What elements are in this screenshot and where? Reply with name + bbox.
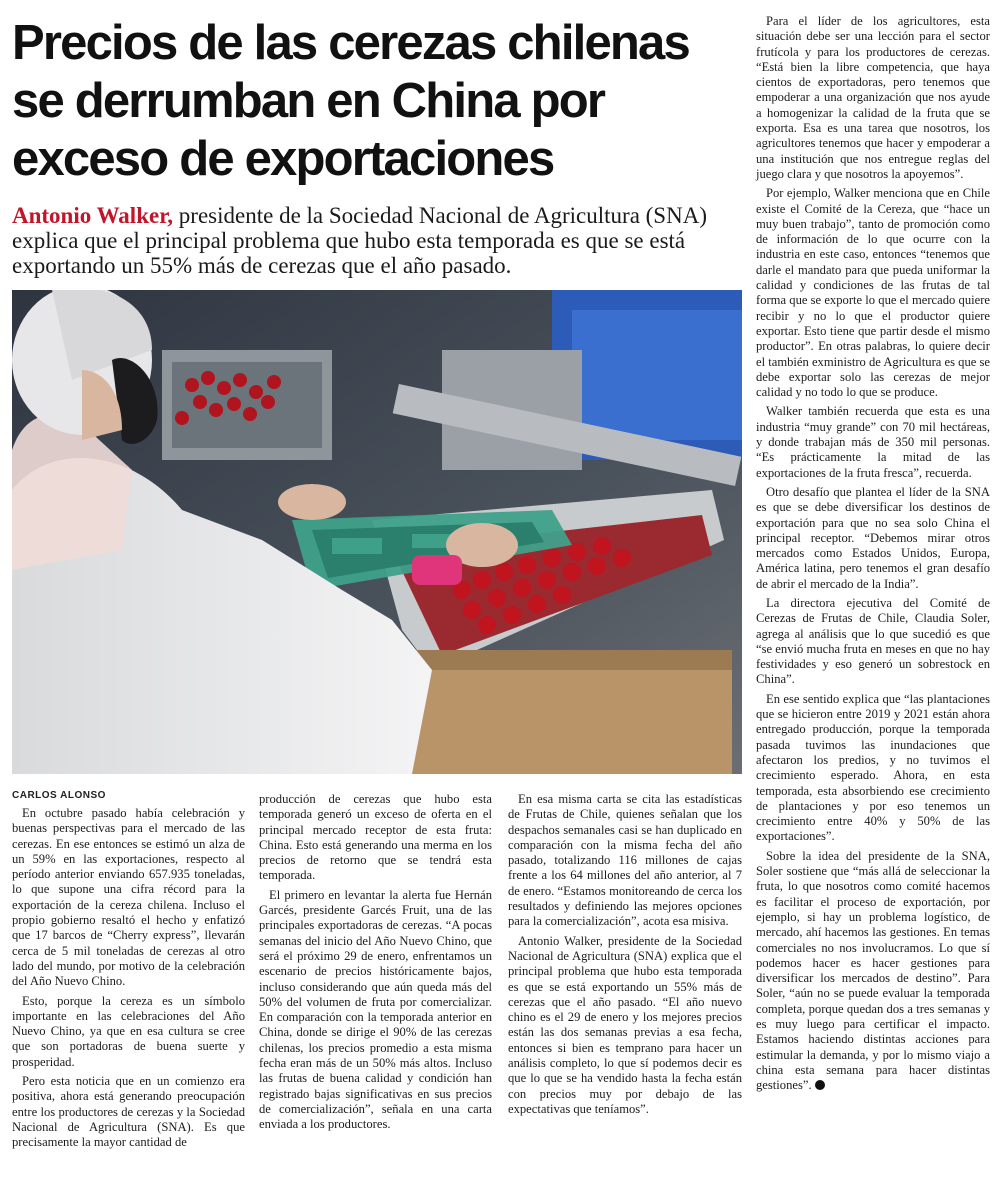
paragraph: Por ejemplo, Walker menciona que en Chile existe el Comité de la Cereza, que “hace un muy buen trabajo”, tanto de promoción como de información de lo que ocurre con la industria en este caso, entonces “tenemos que darle el mandato para que pueda uniformar la calidad y condiciones de las frutas de tal forma que se exporte lo que el mercado quiere recibir y no lo que el productor quiere exportar. Esto tiene que partir desde el mismo productor”. En otras palabras, lo quiere decir el también exministro de Agricultura es que se debe exportar solo las cerezas de mejor calidad y no todo lo que se produce.	[756, 186, 990, 400]
paragraph: Pero esta noticia que en un comienzo era positiva, ahora está generando preocupación entre los productores de cerezas y la Sociedad Nacional de Agricultura (SNA). Es que precisamente la mayor cantidad de	[12, 1074, 245, 1150]
headline-line-3: exceso de exportaciones	[12, 132, 554, 186]
paragraph: La directora ejecutiva del Comité de Cerezas de Frutas de Chile, Claudia Soler, agrega al análisis que lo que sucedió es que “se envió mucha fruta en meses en que no hay festividades y eso generó un sobrestock en China”.	[756, 595, 990, 687]
headline-line-2: se derrumban en China por	[12, 74, 605, 128]
paragraph-last	[756, 849, 990, 1094]
headline	[12, 14, 742, 188]
paragraph: Esto, porque la cereza es un símbolo importante en las celebraciones del Año Nuevo Chino, ya que en esa cultura se cree que son portadoras de buena suerte y prosperidad.	[12, 993, 245, 1069]
end-mark-icon	[815, 1080, 825, 1090]
paragraph: Otro desafío que plantea el líder de la SNA es que se debe diversificar los destinos de exportación para que no sea solo China el principal receptor. “Debemos mirar otros mercados como Estados Unidos, Europa, América latina, pero tenemos el gran desafío de abrir el mercado de la India”.	[756, 484, 990, 591]
article-column-4	[756, 14, 990, 1097]
paragraph: En esa misma carta se cita las estadísticas de Frutas de Chile, quienes señalan que los despachos semanales casi se han duplicado en comparación con la misma fecha del año pasado, totalizando 116 millones de cajas frente a los 64 millones del año anterior, al 7 de enero. “Estamos monitoreando de cerca los resultados y definiendo las mejores opciones para la comercialización”, acota esa misiva.	[508, 792, 742, 929]
article-photo	[12, 290, 742, 774]
lead-text: presidente de la Sociedad Nacional de Agricultura (SNA) explica que el principal problema que hubo esta temporada es que se está exportando un 55% más de cerezas que el año pasado.	[12, 203, 707, 278]
lead-name: Antonio Walker,	[12, 203, 174, 228]
paragraph: El primero en levantar la alerta fue Hernán Garcés, presidente Garcés Fruit, una de las principales exportadoras de cerezas. “A pocas semanas del inicio del Año Nuevo Chino, que será el próximo 29 de enero, enfrentamos un escenario de precios históricamente bajos, incluso considerando que aún queda más del 50% del volumen de fruta por comercializar. En comparación con la temporada anterior en China, donde se dirige el 90% de las cerezas chilenas, los precios promedio a esta misma fecha eran más de un 50% más altos. Incluso las frutas de buena calidad y condición han registrado bajas significativas en sus precios de comercialización”, señala en una carta enviada a los productores.	[259, 887, 492, 1132]
article-column-3	[508, 792, 742, 1121]
lead-paragraph	[12, 203, 742, 278]
paragraph: producción de cerezas que hubo esta temporada generó un exceso de oferta en el principal mercado receptor de esta fruta: China. Esto está generando una merma en los precios de retorno que se tendrá esta temporada.	[259, 792, 492, 883]
paragraph-last-text: Sobre la idea del presidente de la SNA, Soler sostiene que “más allá de seleccionar la fruta, lo que nosotros como comité hacemos es facilitar el proceso de exportación, por ejemplo, si hay un problema logístico, de mercado, ahí hacemos las gestiones. En temas comerciales no nos involucramos. Lo que sí podemos hacer es hacer gestiones para diversificar los mercados de destino”. Para Soler, “aún no se puede evaluar la temporada completa, porque quedan dos a tres semanas y es muy luego para certificar el impacto. Estamos haciendo distintas acciones para estimular la demanda, y por lo mismo viajo a china esta semana para hacer distintas gestiones”.	[756, 848, 990, 1093]
paragraph: En octubre pasado había celebración y buenas perspectivas para el mercado de las cerezas. En ese entonces se estimó un alza de un 59% en las exportaciones, respecto al período anterior enviando 657.935 toneladas, lo que supone una cifra récord para la exportación de la cereza chilena. Incluso el propio gobierno resaltó el hecho y enfatizó que 17 barcos de “Cherry express”, llevarán cerca de 5 mil toneladas de cerezas al otro lado del mundo, por motivo de la celebración del Año Nuevo Chino.	[12, 806, 245, 989]
article-column-1	[12, 806, 245, 1155]
paragraph: Antonio Walker, presidente de la Sociedad Nacional de Agricultura (SNA) explica que el principal problema que hubo esta temporada es que se está exportando un 55% más de cerezas que el año pasado. “El año nuevo chino es el 29 de enero y los mejores precios están las dos semanas previas a esa fecha, entonces si bien es temprano para hacer un análisis completo, lo que sí podemos decir es que lo que se ha vendido hasta la fecha están con precios muy por debajo de las expectativas que teníamos”.	[508, 933, 742, 1116]
byline: CARLOS ALONSO	[12, 790, 106, 801]
paragraph: En ese sentido explica que “las plantaciones que se hicieron entre 2019 y 2021 están ahora entregado producción, porque la temporada pasada tuvimos las inundaciones que afectaron los predios, y no tuvimos el crecimiento esperado. Ahora, en esta temporada, esta absorbiendo ese crecimiento de plantaciones y por eso tenemos un crecimiento entre 40% y 50% de las exportaciones”.	[756, 691, 990, 844]
paragraph: Para el líder de los agricultores, esta situación debe ser una lección para el sector frutícola y para los productores de cerezas. “Está bien la libre competencia, que haya cientos de exportadoras, pero tenemos que empoderar a una organización que nos ayude a homogenizar la calidad de la fruta que se exporta. Esa es una tarea que nosotros, los agricultores tenemos que hacer y empoderar a una institución que nos entregue reglas del juego clara y que nosotros la apoyemos”.	[756, 14, 990, 181]
article-column-2	[259, 792, 492, 1137]
cherry-packing-illustration	[12, 290, 742, 774]
headline-line-1: Precios de las cerezas chilenas	[12, 16, 689, 70]
paragraph: Walker también recuerda que esta es una industria “muy grande” con 70 mil hectáreas, y donde trabajan más de 350 mil personas. “Es prácticamente la mitad de las exportaciones de la fruta fresca”, recuerda.	[756, 404, 990, 480]
